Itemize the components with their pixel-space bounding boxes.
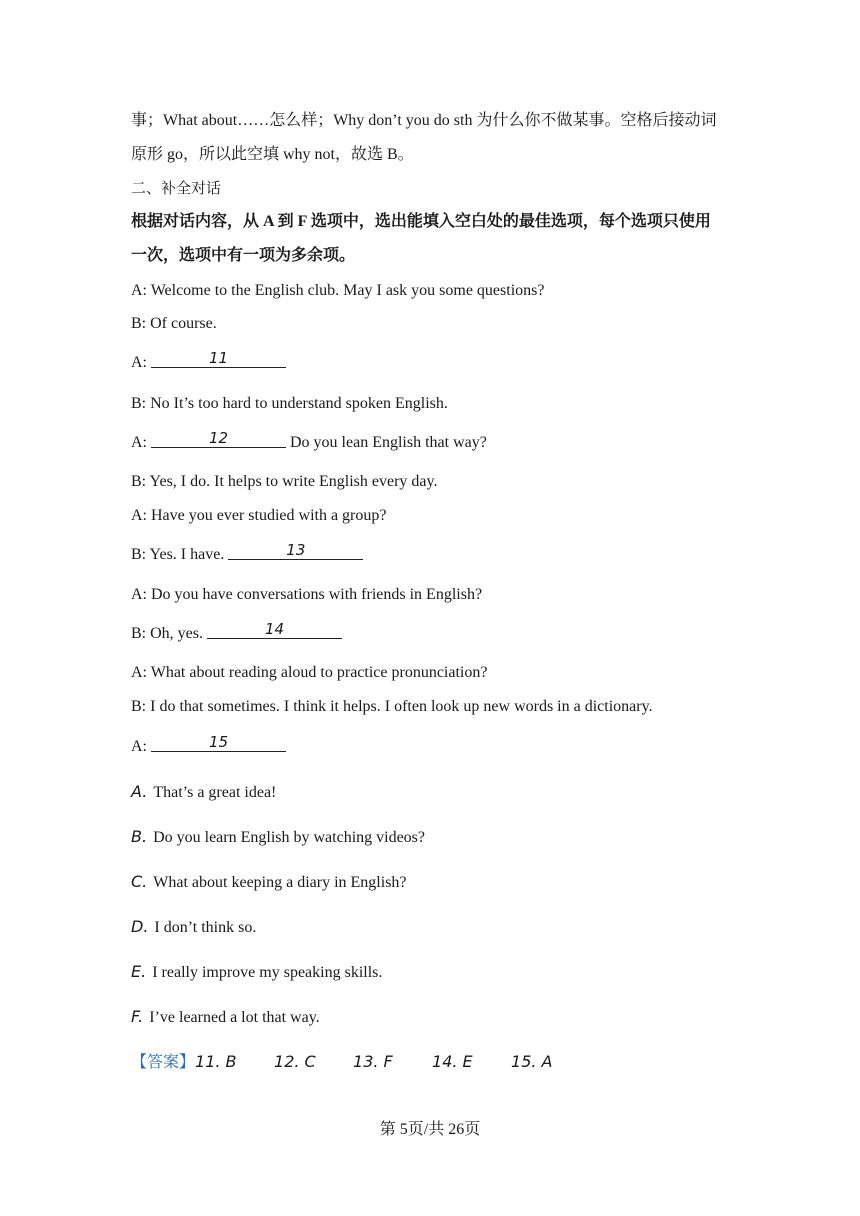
option-text: That’s a great idea!: [153, 784, 277, 801]
answer-tag: 【答案】: [131, 1054, 196, 1071]
option-c: [131, 871, 407, 894]
footer-suffix: 页: [464, 1121, 481, 1138]
option-letter: C.: [131, 872, 148, 891]
footer-middle: 页/共: [407, 1121, 449, 1138]
option-b: [131, 826, 425, 849]
option-letter: E.: [131, 962, 147, 981]
option-f: [131, 1006, 320, 1029]
dialogue-text: Do you lean English that way?: [290, 434, 487, 451]
instruction-line-1: 根据对话内容，从 A 到 F 选项中，选出能填入空白处的最佳选项，每个选项只使用: [131, 213, 711, 230]
blank-12: 12: [151, 429, 286, 448]
answer-item: 11. B: [195, 1052, 237, 1071]
dialogue-line-8: [131, 541, 363, 566]
dialogue-line-12: B: I do that sometimes. I think it helps. I often look up new words in a dictionary.: [131, 698, 653, 715]
option-text: I don’t think so.: [154, 919, 257, 936]
footer-page-number: 5: [399, 1121, 408, 1138]
answer-item: 12. C: [274, 1052, 316, 1071]
footer-total-pages: 26: [448, 1121, 465, 1138]
dialogue-line-11: A: What about reading aloud to practice pronunciation?: [131, 664, 488, 681]
speaker-label: A:: [131, 738, 147, 755]
intro-line-2: 原形 go，所以此空填 why not，故选 B。: [131, 146, 414, 163]
instruction-line-2: 一次，选项中有一项为多余项。: [131, 247, 356, 264]
answer-item: 13. F: [353, 1052, 393, 1071]
blank-15: 15: [151, 733, 286, 752]
dialogue-text: B: Yes. I have.: [131, 546, 225, 563]
option-text: I really improve my speaking skills.: [152, 964, 383, 981]
dialogue-text: B: Oh, yes.: [131, 625, 203, 642]
option-letter: F.: [131, 1007, 144, 1026]
answer-line: [131, 1051, 553, 1074]
intro-line-1: 事；What about……怎么样；Why don’t you do sth 为什么你不做某事。空格后接动词: [131, 112, 717, 129]
option-e: [131, 961, 382, 984]
footer-prefix: 第: [379, 1121, 400, 1138]
option-d: [131, 916, 256, 939]
page-footer: [0, 1116, 860, 1139]
dialogue-line-5: [131, 429, 487, 454]
option-letter: B.: [131, 827, 148, 846]
option-text: Do you learn English by watching videos?: [153, 829, 426, 846]
dialogue-line-13: [131, 733, 286, 758]
dialogue-line-9: A: Do you have conversations with friends in English?: [131, 586, 483, 603]
blank-11: 11: [151, 349, 286, 368]
dialogue-line-10: [131, 620, 342, 645]
answer-item: 15. A: [511, 1052, 553, 1071]
section-heading: 二、补全对话: [131, 179, 222, 197]
dialogue-line-7: A: Have you ever studied with a group?: [131, 507, 387, 524]
option-letter: D.: [131, 917, 149, 936]
dialogue-line-4: B: No It’s too hard to understand spoken English.: [131, 395, 448, 412]
dialogue-line-6: B: Yes, I do. It helps to write English every day.: [131, 473, 438, 490]
dialogue-line-1: A: Welcome to the English club. May I ask you some questions?: [131, 282, 545, 299]
answer-item: 14. E: [432, 1052, 473, 1071]
speaker-label: A:: [131, 354, 147, 371]
dialogue-line-3: [131, 349, 286, 374]
dialogue-line-2: B: Of course.: [131, 315, 217, 332]
option-letter: A.: [131, 782, 148, 801]
speaker-label: A:: [131, 434, 147, 451]
option-text: What about keeping a diary in English?: [153, 874, 407, 891]
option-text: I’ve learned a lot that way.: [149, 1009, 320, 1026]
option-a: [131, 781, 276, 804]
blank-14: 14: [207, 620, 342, 639]
blank-13: 13: [228, 541, 363, 560]
